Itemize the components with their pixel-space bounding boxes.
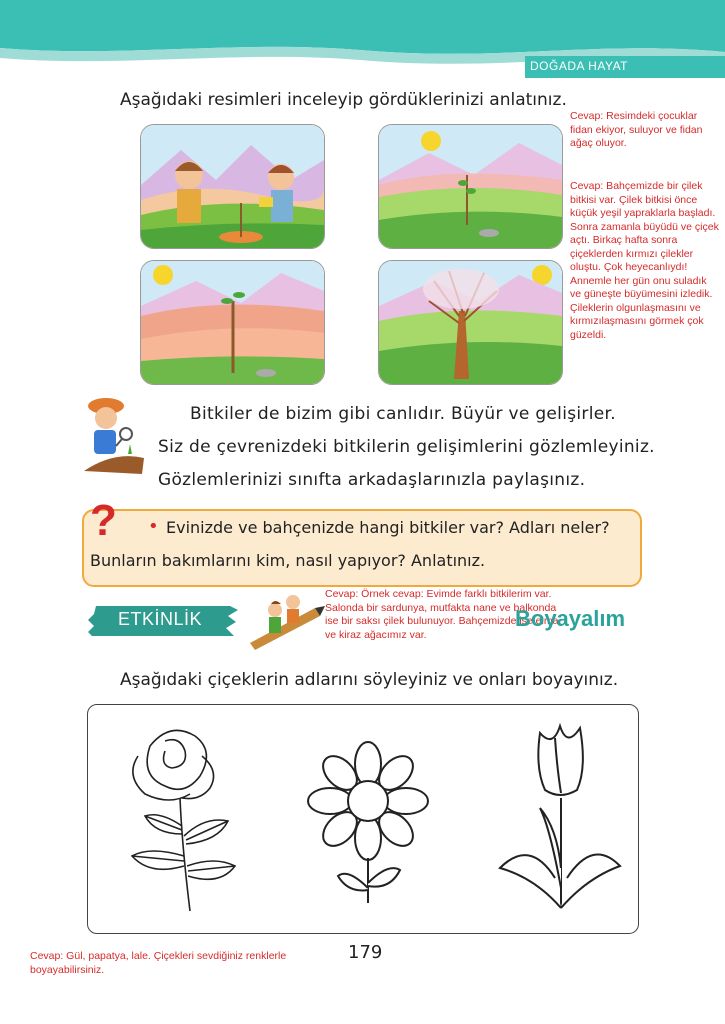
kids-on-pencil-illustration — [245, 588, 325, 660]
instruction-1: Aşağıdaki resimleri inceleyip gördüklerinizi anlatınız. — [120, 90, 567, 110]
boy-magnifier-illustration — [84, 396, 154, 476]
answer-3: Cevap: Örnek cevap: Evimde farklı bitkilerim var. Salonda bir sardunya, mutfakta nane ve balkonda ise bir saksı çilek bulunuyor. Bahçemizde ise elma ve kiraz ağacımız var. — [325, 588, 559, 641]
activity-label: ETKİNLİK — [118, 609, 203, 629]
question-bullet: • — [148, 516, 159, 537]
rose-drawing — [110, 716, 250, 921]
question-line-1: Evinizde ve bahçenizde hangi bitkiler var? Adları neler? — [166, 518, 610, 537]
instruction-2: Aşağıdaki çiçeklerin adlarını söyleyiniz ve onları boyayınız. — [120, 670, 619, 690]
question-line-2: Bunların bakımlarını kim, nasıl yapıyor? Anlatınız. — [90, 551, 486, 570]
observation-line-2: Siz de çevrenizdeki bitkilerin gelişimlerini gözlemleyiniz. — [158, 437, 655, 457]
question-mark-icon: ? — [90, 496, 117, 545]
picture-panel-2 — [378, 124, 563, 249]
page-number: 179 — [348, 942, 383, 963]
picture-panel-3 — [140, 260, 325, 385]
observation-line-1: Bitkiler de bizim gibi canlıdır. Büyür ve gelişirler. — [190, 404, 616, 424]
picture-panel-1 — [140, 124, 325, 249]
answer-4: Cevap: Gül, papatya, lale. Çiçekleri sevdiğiniz renklerle boyayabilirsiniz. — [30, 950, 287, 976]
daisy-drawing — [298, 738, 438, 908]
answer-2: Cevap: Bahçemizde bir çilek bitkisi var. Çilek bitkisi önce küçük yeşil yapraklarla başladı. Sonra zamanla büyüdü ve çiçek açtı. Birkaç hafta sonra çiçeklerden kırmızı çilekler oluştu. Çok heyecanlıydı! Annemle her gün onu suladık ve güneşte büyümesini izledik. Çileklerin olgunlaşmasını ve kırmızılaşmasını görmek çok güzeldi. — [570, 180, 719, 341]
observation-line-3: Gözlemlerinizi sınıfta arkadaşlarınızla paylaşınız. — [158, 470, 586, 490]
section-title: DOĞADA HAYAT — [530, 59, 629, 73]
activity-title: Boyayalım — [515, 606, 626, 631]
answer-1: Cevap: Resimdeki çocuklar fidan ekiyor, suluyor ve fidan ağaç oluyor. — [570, 110, 703, 149]
picture-panel-4 — [378, 260, 563, 385]
tulip-drawing — [495, 718, 625, 918]
